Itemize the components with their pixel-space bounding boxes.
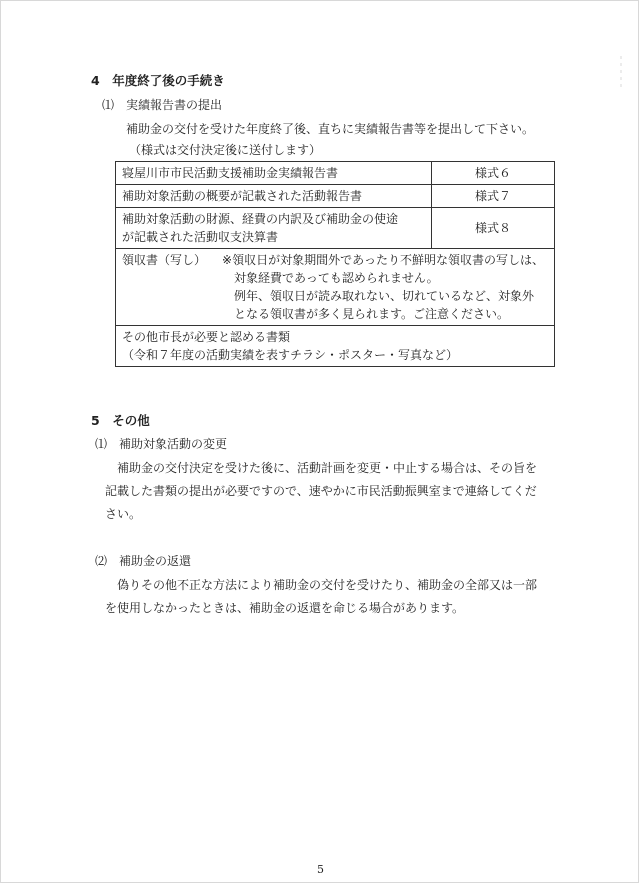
form-number: 様式８ [432,208,555,249]
section-5-2-line: を使用しなかったときは、補助金の返還を命じる場合があります。 [105,601,465,615]
document-name [116,208,432,249]
form-number: 様式７ [432,185,555,208]
form-number: 様式６ [432,162,555,185]
table-row [116,185,555,208]
section-5-1-heading: ⑴ 補助対象活動の変更 [95,437,228,451]
document-name: 寝屋川市市民活動支援補助金実績報告書 [116,162,432,185]
receipt-cell [116,249,555,326]
other-documents-cell [116,326,555,367]
document-name-line: が記載された活動収支決算書 [122,230,279,244]
table-row [116,208,555,249]
section-4-heading: 4 年度終了後の手続き [91,73,225,88]
receipt-note: となる領収書が多く見られます。ご注意ください。 [234,307,510,321]
section-5-2-heading: ⑵ 補助金の返還 [95,554,192,568]
other-documents-example: （令和７年度の活動実績を表すチラシ・ポスター・写真など） [122,348,459,362]
document-name-line: 補助対象活動の財源、経費の内訳及び補助金の使途 [122,212,399,226]
section-5-1-line: さい。 [105,507,142,521]
section-5-2-line: 偽りその他不正な方法により補助金の交付を受けたり、補助金の全部又は一部 [117,578,538,592]
table-row [116,162,555,185]
document-name: 補助対象活動の概要が記載された活動報告書 [116,185,432,208]
receipt-note: ※領収日が対象期間外であったり不鮮明な領収書の写しは、 [222,253,544,267]
section-5-heading: 5 その他 [91,413,150,428]
table-row [116,249,555,326]
section-4-1-paragraph: 補助金の交付を受けた年度終了後、直ちに実績報告書等を提出して下さい。 [126,122,535,136]
bleed-through-marks [541,56,631,96]
form-delivery-note: （様式は交付決定後に送付します） [129,143,322,157]
receipt-note: 対象経費であっても認められません。 [234,271,439,285]
receipt-note: 例年、領収日が読み取れない、切れているなど、対象外 [234,289,535,303]
page-number: 5 [317,863,324,876]
receipt-label: 領収書（写し） [122,253,207,267]
section-5-1-line: 記載した書類の提出が必要ですので、速やかに市民活動振興室まで連絡してくだ [105,484,537,498]
section-5-1-line: 補助金の交付決定を受けた後に、活動計画を変更・中止する場合は、その旨を [117,461,538,475]
section-4-1-heading: ⑴ 実績報告書の提出 [102,98,223,112]
other-documents-label: その他市長が必要と認める書類 [122,330,291,344]
table-row [116,326,555,367]
required-documents-table [115,161,555,367]
